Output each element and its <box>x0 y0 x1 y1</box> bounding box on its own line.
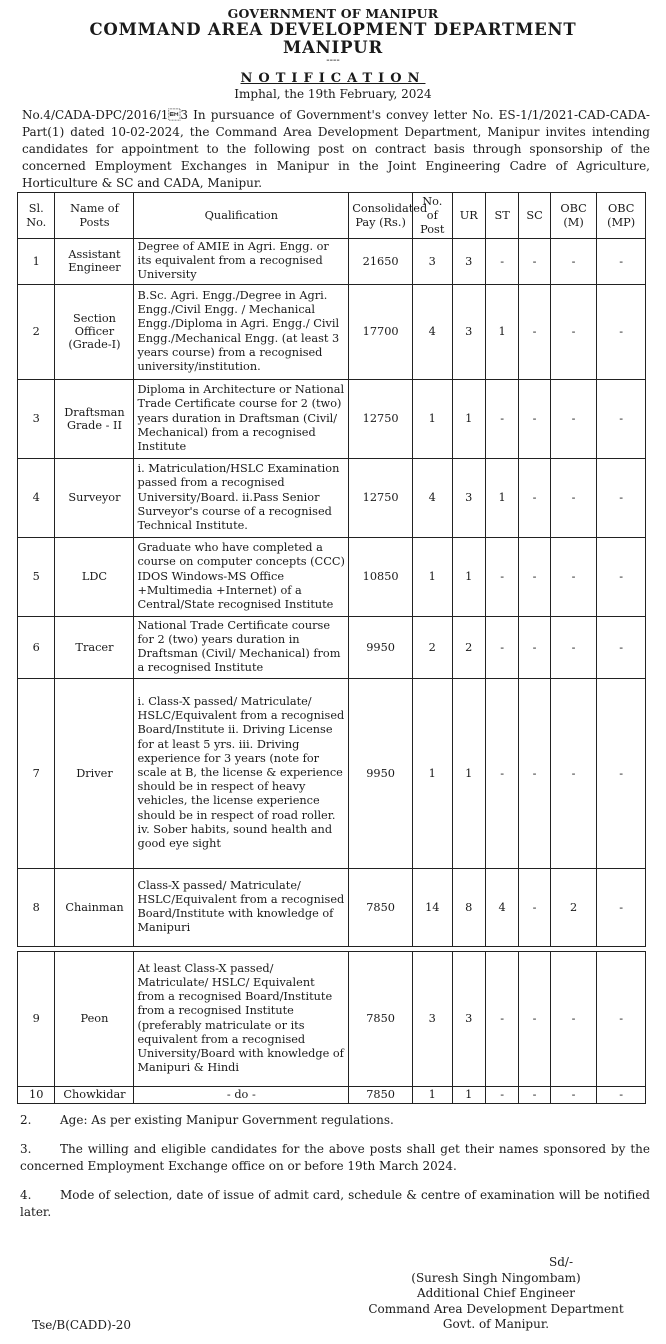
header-ur: UR <box>452 193 485 239</box>
header-sl: Sl. No. <box>18 193 55 239</box>
cell-st: - <box>485 379 518 458</box>
cell-obc-mp: - <box>597 1086 646 1103</box>
cell-sl: 9 <box>18 951 55 1086</box>
cell-pay: 9950 <box>349 678 413 868</box>
cell-obc-m: - <box>550 379 597 458</box>
cell-pay: 7850 <box>349 1086 413 1103</box>
cell-pay: 7850 <box>349 868 413 946</box>
cell-obc-m: - <box>550 239 597 285</box>
table-header-row <box>18 193 646 239</box>
cell-post: Surveyor <box>55 458 134 537</box>
cell-pay: 9950 <box>349 616 413 678</box>
notification-heading: NOTIFICATION <box>240 71 426 86</box>
cell-obc-mp: - <box>597 537 646 616</box>
table-row <box>18 537 646 616</box>
cell-obc-m: - <box>550 616 597 678</box>
cell-ur: 3 <box>452 284 485 379</box>
cell-post: Section Officer (Grade-I) <box>55 284 134 379</box>
cell-pay: 21650 <box>349 239 413 285</box>
cell-qualification: Degree of AMIE in Agri. Engg. or its equivalent from a recognised University <box>134 239 349 285</box>
cell-st: - <box>485 239 518 285</box>
cell-obc-mp: - <box>597 458 646 537</box>
document-header <box>0 0 666 101</box>
cell-qualification: Graduate who have completed a course on computer concepts (CCC) IDOS Windows-MS Office +Multimedia +Internet) of a Central/State recognised Institute <box>134 537 349 616</box>
cell-ur: 2 <box>452 616 485 678</box>
cell-pay: 12750 <box>349 379 413 458</box>
state-title: MANIPUR <box>283 38 383 57</box>
cell-pay: 10850 <box>349 537 413 616</box>
cell-ur: 1 <box>452 379 485 458</box>
cell-ur: 3 <box>452 239 485 285</box>
table-row <box>18 284 646 379</box>
cell-post: Chowkidar <box>55 1086 134 1103</box>
cell-sc: - <box>519 616 550 678</box>
cell-obc-m: 2 <box>550 868 597 946</box>
cell-sc: - <box>519 868 550 946</box>
table-row <box>18 458 646 537</box>
cell-post: Tracer <box>55 616 134 678</box>
cell-sl: 6 <box>18 616 55 678</box>
cell-obc-mp: - <box>597 379 646 458</box>
cell-st: - <box>485 1086 518 1103</box>
signatory-department: Command Area Development Department <box>368 1301 624 1316</box>
cell-qualification: National Trade Certificate course for 2 (two) years duration in Draftsman (Civil/ Mechanical) from a recognised Institute <box>134 616 349 678</box>
cell-qualification: At least Class-X passed/ Matriculate/ HSLC/ Equivalent from a recognised Board/Institute from a recognised Institute (preferably matriculate or its equivalent from a recognised University/Board with knowledge of Manipuri & Hindi <box>134 951 349 1086</box>
table-row <box>18 616 646 678</box>
signatory-designation: Additional Chief Engineer <box>416 1286 576 1300</box>
cell-obc-m: - <box>550 537 597 616</box>
cell-st: 4 <box>485 868 518 946</box>
cell-sc: - <box>519 379 550 458</box>
note-item: 4. Mode of selection, date of issue of admit card, schedule & centre of examination will be notified later. <box>20 1187 650 1219</box>
government-title: GOVERNMENT OF MANIPUR <box>227 6 439 21</box>
cell-sl: 1 <box>18 239 55 285</box>
cell-sl: 3 <box>18 379 55 458</box>
cell-no-of-post: 1 <box>413 537 453 616</box>
table-row <box>18 678 646 868</box>
cell-sc: - <box>519 458 550 537</box>
cell-no-of-post: 3 <box>413 951 453 1086</box>
header-obc-mp: OBC (MP) <box>597 193 646 239</box>
cell-sc: - <box>519 537 550 616</box>
cell-qualification: Class-X passed/ Matriculate/ HSLC/Equivalent from a recognised Board/Institute with knowledge of Manipuri <box>134 868 349 946</box>
cell-obc-m: - <box>550 951 597 1086</box>
signature-sd: Sd/- <box>549 1255 573 1269</box>
header-pay: Consolidated Pay (Rs.) <box>349 193 413 239</box>
cell-sc: - <box>519 678 550 868</box>
cell-obc-m: - <box>550 1086 597 1103</box>
notes-section <box>20 1112 650 1221</box>
cell-no-of-post: 4 <box>413 284 453 379</box>
cell-st: - <box>485 537 518 616</box>
cell-no-of-post: 1 <box>413 1086 453 1103</box>
cell-qualification: i. Matriculation/HSLC Examination passed from a recognised University/Board. ii.Pass Senior Surveyor's course of a recognised Technical Institute. <box>134 458 349 537</box>
cell-obc-mp: - <box>597 239 646 285</box>
notification-date: Imphal, the 19th February, 2024 <box>234 87 432 101</box>
cell-no-of-post: 1 <box>413 678 453 868</box>
reference-number: Tse/B(CADD)-20 <box>32 1318 132 1332</box>
header-divider: ---- <box>326 55 340 66</box>
cell-no-of-post: 1 <box>413 379 453 458</box>
header-sc: SC <box>519 193 550 239</box>
cell-ur: 1 <box>452 678 485 868</box>
cell-obc-m: - <box>550 284 597 379</box>
cell-qualification: B.Sc. Agri. Engg./Degree in Agri. Engg./Civil Engg. / Mechanical Engg./Diploma in Agri. Engg./ Civil Engg./Mechanical Engg. (at least 3 years course) from a recognised university/institution. <box>134 284 349 379</box>
header-qualification: Qualification <box>134 193 349 239</box>
cell-qualification: Diploma in Architecture or National Trade Certificate course for 2 (two) years duration in Draftsman (Civil/ Mechanical) from a recognised Institute <box>134 379 349 458</box>
cell-obc-mp: - <box>597 616 646 678</box>
signature-block <box>346 1255 646 1333</box>
cell-obc-mp: - <box>597 284 646 379</box>
cell-ur: 1 <box>452 537 485 616</box>
cell-no-of-post: 4 <box>413 458 453 537</box>
cell-sl: 7 <box>18 678 55 868</box>
cell-sc: - <box>519 284 550 379</box>
note-item: 3. The willing and eligible candidates for the above posts shall get their names sponsored by the concerned Employment Exchange office on or before 19th March 2024. <box>20 1141 650 1173</box>
cell-ur: 1 <box>452 1086 485 1103</box>
cell-post: LDC <box>55 537 134 616</box>
cell-st: - <box>485 678 518 868</box>
cell-post: Assistant Engineer <box>55 239 134 285</box>
cell-pay: 17700 <box>349 284 413 379</box>
table-row <box>18 868 646 946</box>
cell-pay: 7850 <box>349 951 413 1086</box>
table-row <box>18 951 646 1086</box>
cell-post: Peon <box>55 951 134 1086</box>
cell-obc-m: - <box>550 458 597 537</box>
cell-obc-m: - <box>550 678 597 868</box>
cell-st: 1 <box>485 458 518 537</box>
cell-st: - <box>485 616 518 678</box>
cell-sl: 5 <box>18 537 55 616</box>
posts-table <box>17 192 646 1104</box>
table-row <box>18 379 646 458</box>
cell-qualification: - do - <box>134 1086 349 1103</box>
header-obc-m: OBC (M) <box>550 193 597 239</box>
cell-obc-mp: - <box>597 678 646 868</box>
signatory-name: (Suresh Singh Ningombam) <box>411 1270 581 1285</box>
cell-obc-mp: - <box>597 951 646 1086</box>
cell-sl: 2 <box>18 284 55 379</box>
table-row <box>18 239 646 285</box>
intro-paragraph: No.4/CADA-DPC/2016/13 In pursuance of Government's convey letter No. ES-1/1/2021-CAD-CADA-Part(1) dated 10-02-2024, the Command Area Development Department, Manipur invites intending candidates for appointment to the following post on contract basis through sponsorship of the concerned Employment Exchanges in Manipur in the Joint Engineering Cadre of Agriculture, Horticulture & SC and CADA, Manipur. <box>22 108 650 190</box>
cell-no-of-post: 2 <box>413 616 453 678</box>
cell-st: 1 <box>485 284 518 379</box>
cell-no-of-post: 14 <box>413 868 453 946</box>
cell-qualification: i. Class-X passed/ Matriculate/ HSLC/Equivalent from a recognised Board/Institute ii. Driving License for at least 5 yrs. iii. Driving experience for 3 years (note for scale at B, the license & experience should be in respect of heavy vehicles, the license experience should be in respect of road roller. iv. Sober habits, sound health and good eye sight <box>134 678 349 868</box>
cell-post: Chainman <box>55 868 134 946</box>
cell-ur: 8 <box>452 868 485 946</box>
cell-post: Draftsman Grade - II <box>55 379 134 458</box>
header-st: ST <box>485 193 518 239</box>
cell-sl: 10 <box>18 1086 55 1103</box>
cell-no-of-post: 3 <box>413 239 453 285</box>
cell-sc: - <box>519 951 550 1086</box>
cell-obc-mp: - <box>597 868 646 946</box>
cell-sl: 4 <box>18 458 55 537</box>
cell-sl: 8 <box>18 868 55 946</box>
header-no-of-post: No. of Post <box>413 193 453 239</box>
department-title: COMMAND AREA DEVELOPMENT DEPARTMENT <box>89 20 577 39</box>
cell-ur: 3 <box>452 951 485 1086</box>
cell-sc: - <box>519 239 550 285</box>
cell-st: - <box>485 951 518 1086</box>
note-item: 2. Age: As per existing Manipur Government regulations. <box>20 1112 394 1127</box>
cell-post: Driver <box>55 678 134 868</box>
signatory-govt: Govt. of Manipur. <box>442 1317 550 1331</box>
cell-pay: 12750 <box>349 458 413 537</box>
cell-sc: - <box>519 1086 550 1103</box>
cell-ur: 3 <box>452 458 485 537</box>
table-row <box>18 1086 646 1103</box>
header-post: Name of Posts <box>55 193 134 239</box>
